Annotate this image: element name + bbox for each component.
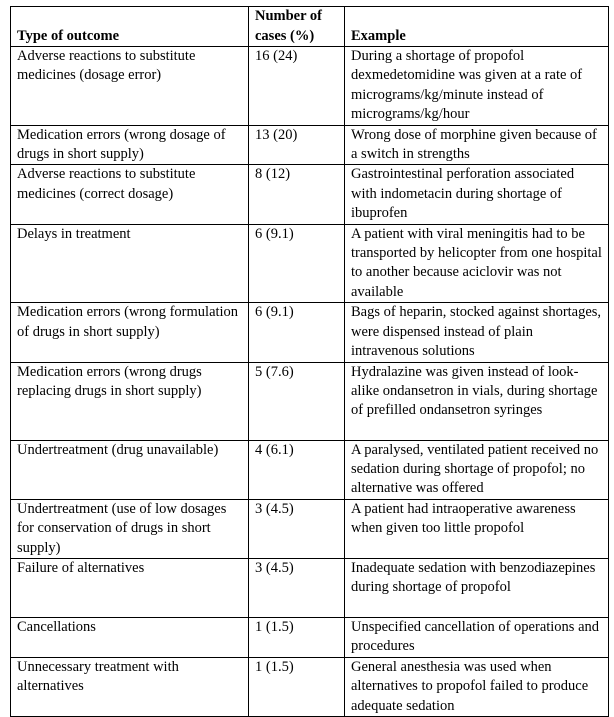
outcome-type-cell: Adverse reactions to substitute medicines (correct dosage) [11, 165, 249, 224]
cases-cell: 1 (1.5) [249, 617, 345, 657]
table-row [11, 224, 609, 303]
header-example: Example [345, 7, 609, 47]
table-row [11, 440, 609, 499]
outcome-type-cell: Adverse reactions to substitute medicines (dosage error) [11, 47, 249, 126]
example-cell: A patient with viral meningitis had to be transported by helicopter from one hospital to another because aciclovir was not available [345, 224, 609, 303]
table-row [11, 558, 609, 617]
example-cell: Unspecified cancellation of operations and procedures [345, 617, 609, 657]
example-cell: Wrong dose of morphine given because of a switch in strengths [345, 125, 609, 165]
example-cell: During a shortage of propofol dexmedetomidine was given at a rate of micrograms/kg/minute instead of micrograms/kg/hour [345, 47, 609, 126]
cases-cell: 1 (1.5) [249, 657, 345, 716]
header-type-of-outcome: Type of outcome [11, 7, 249, 47]
example-cell: Inadequate sedation with benzodiazepines during shortage of propofol [345, 558, 609, 617]
outcome-type-cell: Undertreatment (drug unavailable) [11, 440, 249, 499]
cases-cell: 13 (20) [249, 125, 345, 165]
example-cell: A paralysed, ventilated patient received no sedation during shortage of propofol; no alternative was offered [345, 440, 609, 499]
table-row [11, 657, 609, 716]
example-cell: Bags of heparin, stocked against shortages, were dispensed instead of plain intravenous solutions [345, 303, 609, 362]
outcomes-table [10, 6, 609, 717]
outcome-type-cell: Medication errors (wrong dosage of drugs in short supply) [11, 125, 249, 165]
cases-cell: 6 (9.1) [249, 224, 345, 303]
outcome-type-cell: Cancellations [11, 617, 249, 657]
table-row [11, 165, 609, 224]
cases-cell: 4 (6.1) [249, 440, 345, 499]
cases-cell: 5 (7.6) [249, 362, 345, 440]
cases-cell: 3 (4.5) [249, 558, 345, 617]
cases-cell: 6 (9.1) [249, 303, 345, 362]
cases-cell: 8 (12) [249, 165, 345, 224]
outcome-type-cell: Medication errors (wrong drugs replacing drugs in short supply) [11, 362, 249, 440]
outcome-type-cell: Unnecessary treatment with alternatives [11, 657, 249, 716]
outcome-type-cell: Undertreatment (use of low dosages for conservation of drugs in short supply) [11, 499, 249, 558]
table-row [11, 617, 609, 657]
table-row [11, 125, 609, 165]
cases-cell: 3 (4.5) [249, 499, 345, 558]
table-row [11, 362, 609, 440]
header-number-of-cases: Number of cases (%) [249, 7, 345, 47]
header-row [11, 7, 609, 47]
outcome-type-cell: Failure of alternatives [11, 558, 249, 617]
example-cell: General anesthesia was used when alternatives to propofol failed to produce adequate sedation [345, 657, 609, 716]
example-cell: Gastrointestinal perforation associated with indometacin during shortage of ibuprofen [345, 165, 609, 224]
example-cell: Hydralazine was given instead of look-alike ondansetron in vials, during shortage of prefilled ondansetron syringes [345, 362, 609, 440]
table-row [11, 303, 609, 362]
table-row [11, 499, 609, 558]
cases-cell: 16 (24) [249, 47, 345, 126]
outcome-type-cell: Delays in treatment [11, 224, 249, 303]
example-cell: A patient had intraoperative awareness when given too little propofol [345, 499, 609, 558]
outcome-type-cell: Medication errors (wrong formulation of drugs in short supply) [11, 303, 249, 362]
table-row [11, 47, 609, 126]
